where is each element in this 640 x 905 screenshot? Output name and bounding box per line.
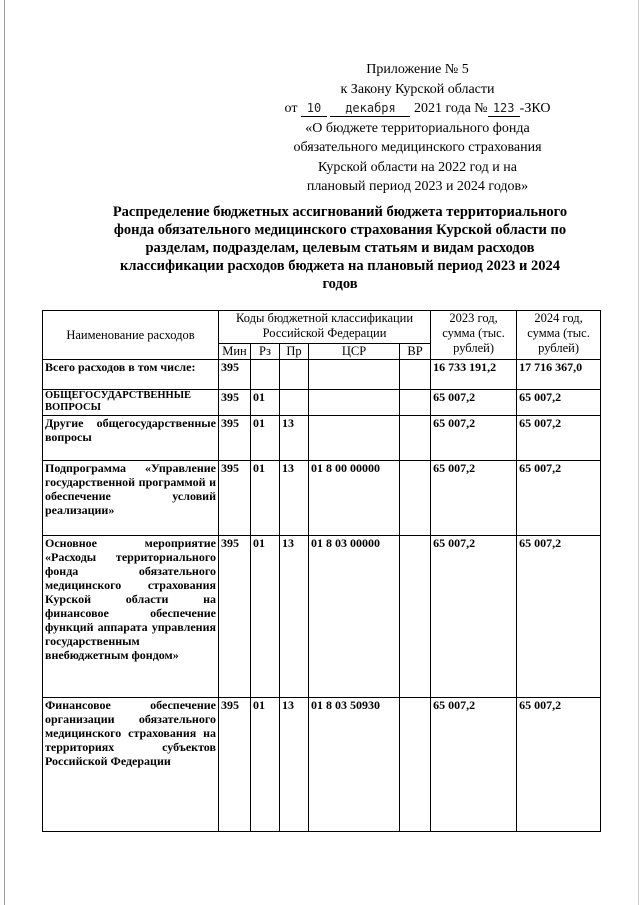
appendix-header	[250, 60, 585, 197]
law-title-line: «О бюджете территориального фонда	[305, 120, 530, 136]
row-pr: 13	[280, 536, 309, 698]
row-amount-2024: 65 007,2	[517, 536, 601, 698]
law-title-line: обязательного медицинского страхования	[293, 140, 542, 155]
title-line: классификации расходов бюджета на плановый период 2023 и 2024	[120, 258, 560, 274]
title-line: фонда обязательного медицинского страхования Курской области по	[113, 222, 567, 238]
row-vr	[400, 461, 431, 536]
law-suffix: -ЗКО	[519, 101, 551, 116]
row-name: Финансовое обеспечение организации обязательного медицинского страхования на территориях субъектов Российской Федерации	[43, 698, 219, 832]
row-vr	[400, 416, 431, 461]
row-min: 395	[219, 416, 251, 461]
row-amount-2023: 16 733 191,2	[431, 360, 517, 390]
row-vr	[400, 390, 431, 416]
row-pr: 13	[280, 698, 309, 832]
row-name: Другие общегосударственные вопросы	[43, 416, 219, 461]
row-csr: 01 8 00 00000	[309, 461, 400, 536]
row-min: 395	[219, 461, 251, 536]
row-csr: 01 8 03 50930	[309, 698, 400, 832]
table-row	[43, 390, 601, 416]
row-rz: 01	[251, 536, 280, 698]
title-line: разделам, подразделам, целевым статьям и видам расходов	[145, 240, 535, 256]
row-csr	[309, 360, 400, 390]
row-name: Всего расходов в том числе:	[43, 360, 219, 390]
row-min: 395	[219, 536, 251, 698]
row-min: 395	[219, 698, 251, 832]
col-header-csr: ЦСР	[309, 344, 400, 360]
row-amount-2023: 65 007,2	[431, 536, 517, 698]
date-prefix: от	[284, 101, 298, 116]
law-number-field	[488, 101, 520, 117]
row-rz: 01	[251, 461, 280, 536]
row-name: Основное мероприятие «Расходы территориального фонда обязательного медицинского страхования Курской области на финансовое обеспечение функций аппарата управления государственным внебюджетным фондом»	[43, 536, 219, 698]
row-amount-2024: 65 007,2	[517, 698, 601, 832]
title-line: годов	[322, 276, 358, 292]
row-csr	[309, 416, 400, 461]
table-row	[43, 536, 601, 698]
document-title	[80, 203, 600, 293]
row-amount-2024: 65 007,2	[517, 390, 601, 416]
row-amount-2023: 65 007,2	[431, 390, 517, 416]
table-row	[43, 416, 601, 461]
date-day-field	[301, 101, 327, 117]
row-vr	[400, 360, 431, 390]
law-number-value: 123	[492, 101, 515, 115]
date-year: 2021 года №	[413, 101, 488, 116]
row-amount-2023: 65 007,2	[431, 461, 517, 536]
row-pr	[280, 360, 309, 390]
header-row	[43, 311, 601, 344]
col-header-vr: ВР	[400, 344, 431, 360]
row-amount-2024: 65 007,2	[517, 416, 601, 461]
title-line: Распределение бюджетных ассигнований бюджета территориального	[112, 204, 568, 220]
col-header-rz: Рз	[251, 344, 280, 360]
row-amount-2024: 65 007,2	[517, 461, 601, 536]
row-name: ОБЩЕГОСУДАРСТВЕННЫЕ ВОПРОСЫ	[43, 390, 219, 416]
law-title-line: Курской области на 2022 год и на	[318, 159, 517, 175]
table-row	[43, 461, 601, 536]
col-header-pr: Пр	[280, 344, 309, 360]
row-csr	[309, 390, 400, 416]
col-header-min: Мин	[219, 344, 251, 360]
row-rz: 01	[251, 416, 280, 461]
row-vr	[400, 698, 431, 832]
row-name: Подпрограмма «Управление государственной программой и обеспечение условий реализации»	[43, 461, 219, 536]
row-min: 395	[219, 360, 251, 390]
row-pr	[280, 390, 309, 416]
appendix-date-line	[250, 99, 585, 119]
row-min: 395	[219, 390, 251, 416]
law-title-line: плановый период 2023 и 2024 годов»	[306, 179, 529, 194]
row-rz	[251, 360, 280, 390]
row-amount-2023: 65 007,2	[431, 698, 517, 832]
row-amount-2024: 17 716 367,0	[517, 360, 601, 390]
row-amount-2023: 65 007,2	[431, 416, 517, 461]
date-month-value: декабря	[345, 101, 396, 115]
date-day-value: 10	[306, 101, 322, 115]
scan-right-edge	[638, 0, 639, 905]
row-csr: 01 8 03 00000	[309, 536, 400, 698]
col-header-name: Наименование расходов	[43, 311, 219, 360]
table-row	[43, 698, 601, 832]
row-pr: 13	[280, 461, 309, 536]
row-vr	[400, 536, 431, 698]
row-pr: 13	[280, 416, 309, 461]
col-header-codes: Коды бюджетной классификации Российской Федерации	[219, 311, 431, 344]
col-header-2024: 2024 год, сумма (тыс. рублей)	[517, 311, 601, 360]
row-rz: 01	[251, 698, 280, 832]
row-rz: 01	[251, 390, 280, 416]
budget-table	[42, 310, 601, 832]
appendix-law-ref: к Закону Курской области	[340, 81, 495, 97]
scan-left-edge	[4, 0, 5, 905]
col-header-2023: 2023 год, сумма (тыс. рублей)	[431, 311, 517, 360]
appendix-number: Приложение № 5	[366, 62, 469, 77]
date-month-field	[330, 101, 410, 117]
table-row	[43, 360, 601, 390]
